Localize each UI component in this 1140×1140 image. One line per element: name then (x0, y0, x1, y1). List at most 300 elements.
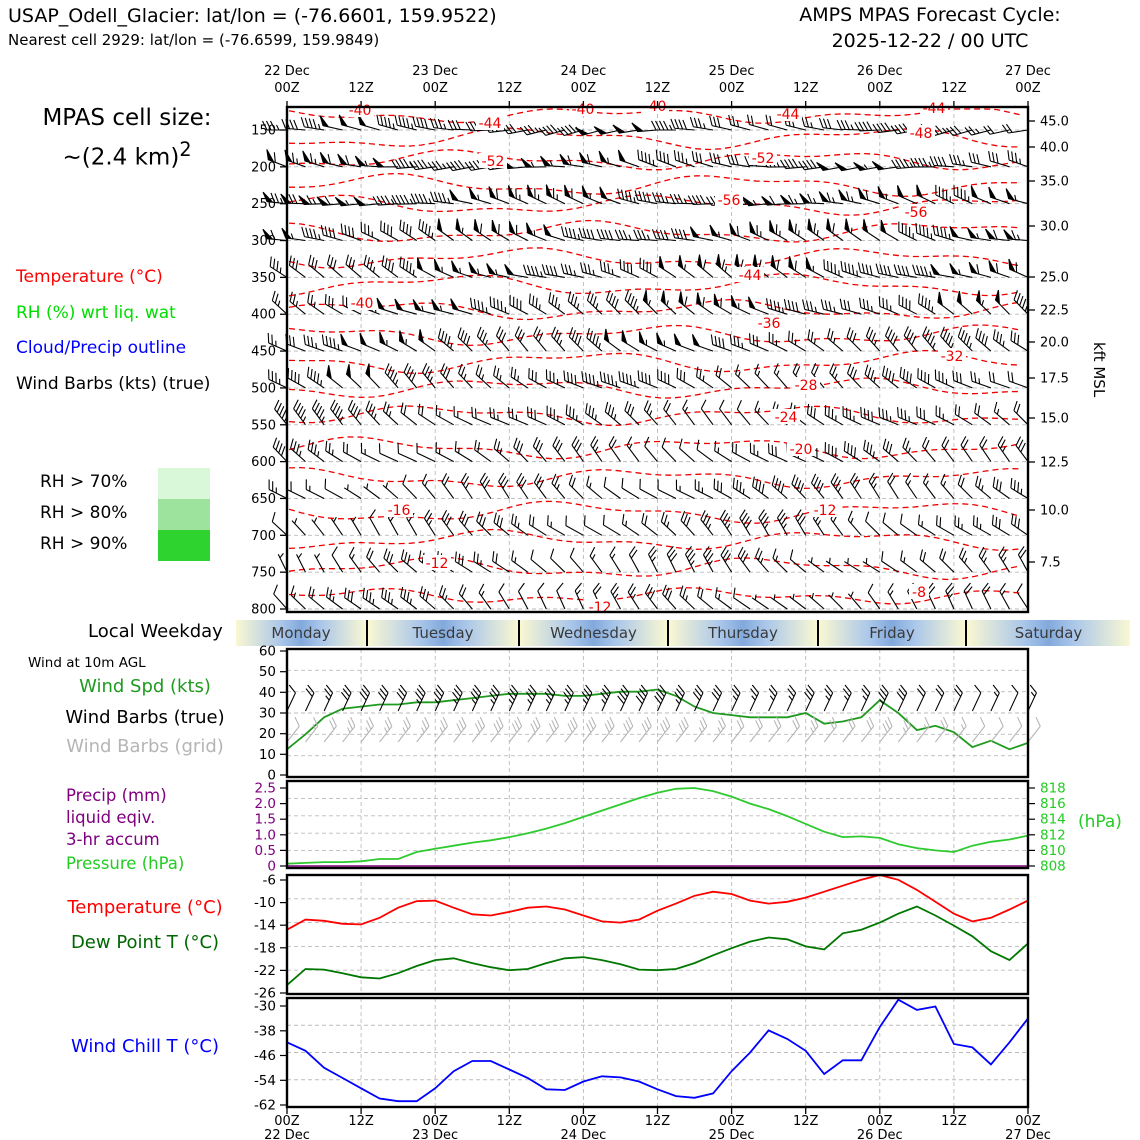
legend-cloud-precip: Cloud/Precip outline (16, 338, 187, 358)
wind-barb (396, 220, 421, 241)
temp-ytick-label: -10 (253, 895, 276, 912)
wind-barb (381, 549, 405, 573)
wind-barb (775, 510, 795, 536)
wind-barb (622, 290, 645, 314)
wind-barb-grid (428, 717, 450, 742)
wind-barb (543, 406, 569, 425)
pressure-tick-label: 500 (251, 381, 276, 397)
bottom-hour-label: 00Z (1015, 1114, 1041, 1129)
wind-barb (955, 327, 979, 351)
wind-barb-true (723, 685, 742, 711)
hpa-tick-label: 808 (1040, 858, 1066, 875)
contour-label: -44 (922, 101, 946, 117)
hpa-unit-label: (hPa) (1078, 812, 1122, 832)
wind-barb (473, 365, 497, 388)
wind-barb (286, 256, 311, 278)
wind-barb (652, 192, 677, 203)
wind-barb-true (316, 685, 335, 711)
kft-tick-label: 12.5 (1040, 455, 1069, 471)
wind-barb (447, 158, 473, 172)
wind-barb (439, 510, 461, 535)
wind-barb (417, 586, 441, 609)
wind-barb (422, 510, 443, 535)
temp-ytick-label: -26 (253, 985, 276, 1002)
wind-barb-grid (595, 717, 617, 742)
wind-barb (886, 583, 906, 609)
wind-barb-grid (706, 717, 728, 742)
hpa-tick-label: 818 (1040, 780, 1066, 797)
wind-barb (938, 474, 961, 498)
wind-barb (536, 583, 555, 609)
wind-barb (562, 516, 588, 536)
wind-barb (938, 327, 961, 351)
wind-barb (1011, 401, 1035, 425)
wind-barb (691, 479, 717, 498)
wind-barb-true (872, 685, 891, 711)
wind-barbs-grid-label: Wind Barbs (grid) (66, 736, 224, 757)
wind-barb (708, 153, 734, 167)
wind-barb-true (538, 685, 557, 711)
wind-barb (878, 551, 903, 572)
wind-barb-grid (502, 717, 524, 742)
bottom-hour-label: 12Z (941, 1114, 967, 1129)
wind-barb (873, 121, 898, 133)
kft-tick-label: 25.0 (1040, 270, 1069, 286)
wind-barb-true (409, 685, 428, 711)
wind-barb (357, 222, 383, 241)
wind-barb-true (501, 685, 520, 711)
wind-barb (516, 583, 535, 609)
wind-barb (470, 552, 496, 573)
wind-barb-grid (354, 717, 376, 742)
wind-barb (343, 255, 367, 278)
wind-barb-true (798, 685, 817, 711)
wind-barb (972, 476, 997, 499)
kft-axis-label: kft MSL (1090, 342, 1108, 398)
wind-barb (965, 121, 991, 136)
pressure-tick-label: 700 (251, 528, 276, 544)
wind-barb (880, 439, 904, 462)
precip-label-2: liquid eqiv. (66, 808, 156, 827)
wind-barb-grid (854, 717, 876, 742)
wind-barb (520, 121, 546, 136)
wind-barb (547, 549, 571, 573)
wind-barb (785, 219, 811, 240)
top-hour-label: 00Z (867, 81, 893, 96)
wind-barb (401, 363, 423, 388)
wind-barb (600, 515, 626, 535)
wind-barb (683, 546, 702, 572)
wind-barb (435, 328, 460, 351)
weekday-monday: Monday (236, 620, 366, 646)
wind-barb-true (983, 685, 1002, 711)
wind-barb (694, 255, 719, 278)
wind-barb (824, 328, 848, 351)
contour-label: -28 (794, 378, 818, 394)
wind-barb (291, 400, 313, 425)
cell-size-exponent: 2 (179, 138, 192, 161)
wind-barb (292, 517, 309, 535)
bottom-hour-label: 00Z (274, 1114, 300, 1129)
wind-barb (1016, 546, 1036, 572)
top-day-label: 27 Dec (1005, 64, 1051, 79)
wind-barb (361, 255, 386, 278)
wind-barb-grid (336, 717, 358, 742)
top-hour-label: 00Z (718, 81, 745, 96)
wind-barb (710, 479, 736, 499)
wind-barb (583, 328, 607, 351)
wind-barb (432, 442, 458, 461)
wind-barb (476, 584, 498, 609)
wind-barb-true (964, 685, 983, 711)
wind-barb (956, 548, 979, 572)
contour-label: -44 (776, 107, 800, 123)
wind-barb (713, 365, 738, 387)
wind-barb (866, 584, 888, 609)
wind-barb-grid (410, 717, 432, 742)
wind-barb (986, 261, 1013, 278)
pressure-tick-label: 600 (251, 455, 276, 471)
contour-label: -56 (717, 193, 741, 209)
wind-barb (392, 195, 417, 205)
wind-barb (971, 403, 996, 425)
temp-ytick-label: -22 (253, 962, 276, 979)
pressure-tick-label: 250 (251, 197, 276, 213)
pressure-tick-label: 650 (251, 491, 276, 507)
wind-barb (420, 474, 443, 499)
temperature-contour (289, 351, 1021, 374)
wind-barb-grid (743, 717, 765, 742)
wind-barb-true (835, 685, 854, 711)
kft-tick-label: 10.0 (1040, 503, 1069, 519)
wind-barb (643, 584, 665, 609)
weekday-thursday: Thursday (667, 620, 817, 646)
wind-barb-true (446, 685, 465, 711)
wind-barb-grid (725, 717, 747, 742)
wind-barb (582, 403, 607, 425)
bottom-hour-label: 12Z (792, 1114, 819, 1129)
wind-barb (654, 369, 680, 388)
wind-barb (377, 221, 403, 241)
wind-barb (793, 510, 813, 536)
wind-barb-grid (280, 717, 302, 742)
top-day-label: 24 Dec (560, 64, 607, 79)
wind-barb (559, 226, 585, 240)
cell-size-label: MPAS cell size: (42, 105, 212, 131)
rh80-label: RH > 80% (40, 503, 128, 523)
wind-barb-true (612, 685, 631, 711)
wind-barb (378, 588, 403, 609)
pressure-tick-label: 300 (251, 234, 276, 250)
wind-barb (627, 546, 647, 572)
wind-barb-grid (891, 717, 913, 742)
kft-tick-label: 15.0 (1040, 411, 1069, 427)
wind-barb-grid (391, 717, 413, 742)
wind-barb (565, 291, 589, 314)
page-title: USAP_Odell_Glacier: lat/lon = (-76.6601, 159.9522) (8, 5, 497, 27)
kft-tick-label: 45.0 (1040, 114, 1069, 130)
wind-ytick-label: 40 (258, 684, 276, 701)
wind-barb (897, 550, 922, 572)
wind-barb (646, 546, 665, 572)
wind-barb (400, 475, 423, 499)
wind-barb (471, 440, 496, 462)
bottom-hour-label: 12Z (496, 1114, 523, 1129)
wind-barb (494, 327, 517, 352)
wind-barb-grid (669, 717, 691, 742)
wind-barb-grid (1002, 717, 1024, 742)
temperature-contour (289, 468, 1021, 489)
wind10m-label: Wind at 10m AGL (28, 655, 146, 671)
wind-barb-true (927, 685, 946, 711)
wind-barb (665, 546, 684, 572)
wind-barb-grid (947, 717, 969, 742)
wind-barb (368, 510, 388, 536)
wind-barb (641, 400, 664, 424)
wind-barb (312, 516, 328, 535)
wind-chill-label: Wind Chill T (°C) (71, 1036, 219, 1057)
wind-barb (991, 402, 1015, 425)
contour-label: -12 (813, 503, 837, 519)
bottom-day-label: 22 Dec (264, 1128, 310, 1140)
wind-barb-true (779, 685, 798, 711)
wind-barb (712, 587, 737, 609)
wind-barb-grid (780, 717, 802, 742)
page-subtitle: Nearest cell 2929: lat/lon = (-76.6599, 159.9849) (8, 31, 380, 49)
wind-barb (980, 583, 999, 609)
top-hour-label: 12Z (348, 81, 374, 96)
temperature-label: Temperature (°C) (67, 897, 223, 918)
wind-barb (566, 327, 590, 351)
precip-tick-label: 0.5 (254, 842, 276, 859)
wind-barb-grid (762, 717, 784, 742)
wind-barb (319, 225, 345, 240)
weekday-saturday: Saturday (965, 620, 1130, 646)
wind-barb (936, 549, 960, 573)
contour-label: -44 (478, 116, 502, 132)
pressure-tick-label: 350 (251, 270, 276, 286)
wind-barb (976, 547, 998, 572)
contour-label: -12 (425, 556, 449, 572)
wind-barb-true (371, 685, 390, 711)
wind-barb (857, 298, 883, 315)
wind-barb (451, 441, 477, 462)
hpa-tick-label: 810 (1040, 842, 1066, 859)
wind-barb-grid (873, 717, 895, 742)
wind-barb (701, 546, 721, 572)
bottom-day-label: 27 Dec (1005, 1128, 1051, 1140)
wind-barb (323, 587, 348, 609)
wind-barb (636, 258, 662, 278)
wind-barb (395, 331, 421, 352)
wind-barb (670, 194, 695, 204)
wind-barb (346, 400, 369, 425)
precip-tick-label: 1.5 (254, 811, 276, 828)
bottom-hour-label: 00Z (867, 1114, 893, 1129)
wind-barb (410, 158, 436, 170)
wind-barb (549, 474, 572, 498)
wind-barb-true (705, 685, 724, 711)
wind-ytick-label: 20 (258, 726, 276, 743)
wind-barb (562, 404, 588, 424)
wind-barb-grid (965, 717, 987, 742)
wind-barb-grid (799, 717, 821, 742)
contour-label: -16 (387, 503, 411, 519)
weekday-tuesday: Tuesday (366, 620, 518, 646)
chill-ytick-label: -46 (253, 1048, 276, 1064)
bottom-day-label: 23 Dec (412, 1128, 459, 1140)
wind-barb (934, 292, 959, 314)
wind-barb (633, 190, 659, 203)
wind-barb (383, 482, 401, 499)
wind-barb (915, 293, 941, 314)
top-day-label: 23 Dec (412, 64, 459, 79)
wind-barb (962, 583, 980, 609)
wind-barb (862, 365, 886, 388)
wind-barb-true (742, 685, 761, 711)
wind-barb (455, 364, 478, 388)
wind-barb-true (946, 685, 965, 711)
wind-barb (677, 586, 701, 609)
wind-barb-true (853, 685, 872, 711)
wind-barb (827, 363, 850, 387)
wind-barb (581, 515, 607, 535)
dew-point-label: Dew Point T (°C) (70, 932, 220, 953)
bottom-hour-label: 12Z (348, 1114, 374, 1129)
wind-barb-true (649, 685, 668, 711)
contour-label: -52 (751, 151, 775, 167)
wind-barb (674, 255, 699, 277)
contour-label: -32 (940, 349, 964, 365)
wind-barb (526, 294, 552, 315)
wind-barb (713, 254, 738, 277)
wind-barb (730, 588, 755, 609)
local-weekday-label: Local Weekday (88, 621, 223, 642)
wind-barb (473, 512, 497, 536)
wind-barb-grid (650, 717, 672, 742)
wind-barb (455, 328, 479, 352)
precip-tick-label: 1.0 (254, 827, 276, 844)
pressure-tick-label: 400 (251, 307, 276, 323)
wind-ytick-label: 60 (258, 643, 276, 660)
wind-barb (800, 117, 826, 130)
wind-barb (862, 512, 886, 536)
wind-barb (770, 549, 794, 573)
wind-barb (808, 556, 827, 572)
wind-barb (324, 255, 348, 278)
wind-barb (804, 219, 830, 241)
wind-barb (951, 404, 977, 424)
wind-barb (524, 407, 550, 425)
temperature-contour (289, 248, 1021, 268)
wind-barb (765, 220, 791, 240)
wind-barb (996, 436, 1017, 461)
wind-barb (433, 219, 459, 241)
wind-barb (848, 473, 869, 498)
wind-barb (1008, 514, 1033, 535)
wind-barb (844, 557, 864, 572)
hpa-tick-label: 812 (1040, 827, 1066, 844)
wind-barb-true (594, 685, 613, 711)
wind-ytick-label: 10 (258, 746, 276, 763)
precip-tick-label: 2.0 (254, 796, 276, 813)
wind-barb (989, 515, 1015, 535)
legend-temperature: Temperature (°C) (16, 267, 163, 287)
weekday-friday: Friday (817, 620, 965, 646)
top-hour-label: 00Z (274, 81, 300, 96)
wind-barb (900, 438, 924, 462)
wind-barb (661, 400, 683, 425)
wind-barb (502, 121, 528, 135)
wind-barb-grid (984, 717, 1006, 742)
wind-barb (920, 326, 943, 351)
kft-tick-label: 30.0 (1040, 219, 1069, 235)
top-hour-label: 00Z (1015, 81, 1041, 96)
wind-barb (951, 516, 977, 536)
rh70-label: RH > 70% (40, 472, 128, 492)
wind-barb (528, 550, 553, 573)
wind-barb-true (668, 685, 687, 711)
chill-ytick-label: -38 (253, 1023, 276, 1040)
wind-barb (511, 438, 535, 462)
wind-barb-true (816, 685, 835, 711)
pressure-tick-label: 200 (251, 160, 276, 176)
wind-barb (456, 585, 479, 609)
wind-barb-grid (465, 717, 487, 742)
chill-ytick-label: -62 (253, 1097, 276, 1114)
wind-barb (749, 477, 774, 499)
wind-barb (732, 365, 756, 388)
wind-barb-true (1001, 685, 1020, 711)
wind-barb (541, 264, 567, 277)
wind-barb (549, 327, 572, 351)
wind-barb-true (483, 685, 502, 711)
wind-barb (729, 478, 754, 499)
wind-barb (946, 121, 972, 136)
wind-barb (531, 326, 554, 351)
wind-barb (380, 402, 404, 425)
wind-barb (844, 364, 867, 388)
legend-wind-barbs: Wind Barbs (kts) (true) (16, 374, 211, 394)
wind-barb (382, 363, 405, 387)
wind-barb (771, 593, 790, 609)
wind-barb (532, 473, 554, 498)
wind-ytick-label: 50 (258, 664, 276, 681)
wind-barb (302, 479, 328, 498)
top-hour-label: 00Z (422, 81, 448, 96)
wind-barb-grid (521, 717, 543, 742)
wind-barb (545, 292, 570, 314)
wind-barb (459, 473, 480, 498)
wind-barb (584, 291, 608, 314)
kft-tick-label: 7.5 (1040, 555, 1061, 571)
bottom-hour-label: 00Z (718, 1114, 745, 1129)
pressure-tick-label: 800 (251, 602, 276, 618)
contour-label: -52 (481, 154, 505, 170)
contour-label: -40 (350, 296, 374, 312)
wind-barb (635, 370, 661, 388)
wind-barb (955, 475, 979, 499)
legend-rh: RH (%) wrt liq. wat (16, 303, 176, 323)
contour-label: -36 (757, 316, 781, 332)
wind-barb (512, 326, 534, 351)
temp-ytick-label: -18 (253, 940, 276, 957)
wind-barb-grid (484, 717, 506, 742)
forecast-cycle-time: 2025-12-22 / 00 UTC (831, 30, 1029, 52)
wind-barb (288, 586, 312, 609)
contour-label: -40 (571, 102, 595, 118)
forecast-cycle-title: AMPS MPAS Forecast Cycle: (799, 4, 1061, 26)
